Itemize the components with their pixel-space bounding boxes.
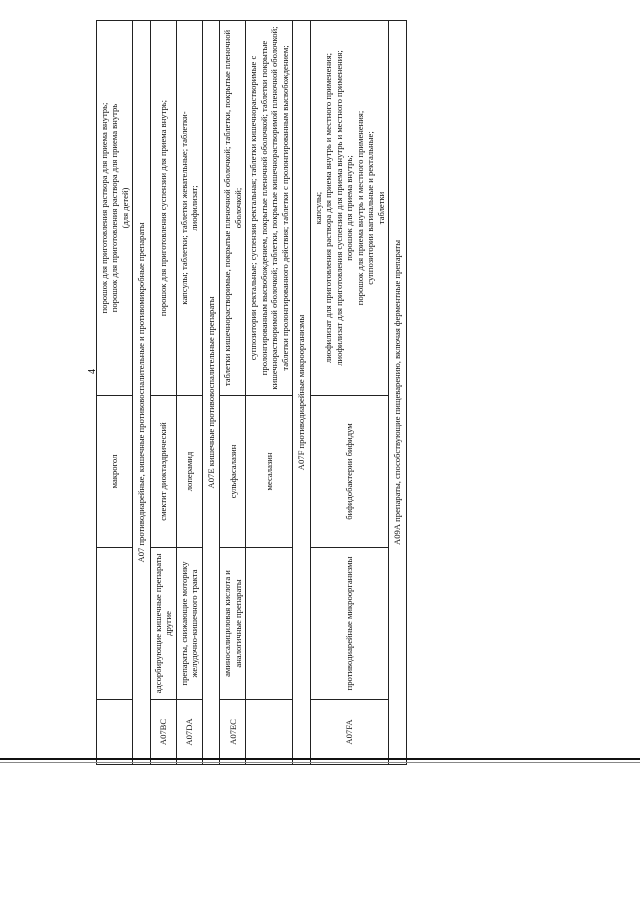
dosage-forms-cell — [310, 21, 388, 396]
group-cell: препараты, снижающие моторику желудочно-кишечного тракта — [176, 548, 202, 700]
drug-table-body — [97, 21, 407, 765]
bottom-rule — [0, 758, 640, 760]
dosage-form-line: порошок для приготовления суспензии для приема внутрь; — [158, 99, 169, 317]
dosage-form-line: суппозитории ректальные; суспензия ректальная; таблетки кишечнорастворимые с пролонгированным высвобождением, покрытые пленочной оболочкой; таблетки покрытые кишечнорастворимой оболочкой; таблетки, покрытые кишечнорастворимой пленочной оболочкой; таблетки пролонгированного действия; таблетки с пролонгированным высвобождением; — [248, 26, 290, 390]
group-cell — [246, 548, 293, 700]
section-row — [293, 21, 310, 765]
group-cell: адсорбирующие кишечные препараты другие — [150, 548, 176, 700]
section-heading: А09А препараты, способствующие пищеварению, включая ферментные препараты — [389, 21, 406, 765]
table-row — [97, 21, 133, 765]
dosage-forms-cell — [97, 21, 133, 396]
dosage-form-line: капсулы; — [312, 191, 323, 225]
dosage-form-line: (для детей) — [119, 187, 130, 229]
section-heading: А07F противодиарейные микроорганизмы — [293, 21, 310, 765]
atc-code-cell: А07ВС — [150, 700, 176, 765]
drug-name-cell: месалазин — [246, 396, 293, 548]
group-cell — [97, 548, 133, 700]
atc-code-cell: А07ЕС — [220, 700, 246, 765]
section-heading: А07 противодиарейные, кишечные противовоспалительные и противомикробные препараты — [133, 21, 150, 765]
table-row — [176, 21, 202, 765]
dosage-form-line: порошок для приема внутрь и местного применения; — [354, 110, 365, 306]
dosage-form-line: капсулы; таблетки; таблетки жевательные; таблетки- — [178, 111, 189, 305]
bottom-rule-thin — [0, 762, 640, 763]
dosage-form-line: порошок для приготовления раствора для приема внутрь; — [99, 102, 109, 314]
atc-code-cell: А07DA — [176, 700, 202, 765]
dosage-forms-cell — [150, 21, 176, 396]
dosage-form-line: порошок для приема внутрь; — [344, 155, 355, 261]
dosage-forms-cell — [176, 21, 202, 396]
rotated-table-wrapper — [96, 20, 579, 765]
table-row — [246, 21, 293, 765]
dosage-form-line: лиофилизат для приготовления суспензии для приема внутрь и местного применения; — [333, 50, 344, 366]
dosage-form-line: таблетки — [375, 191, 386, 225]
page-number: 4 — [87, 369, 98, 374]
section-row — [133, 21, 150, 765]
dosage-forms-cell — [246, 21, 293, 396]
dosage-form-line: лиофилизат; — [189, 185, 200, 231]
dosage-form-line: порошок для приготовления раствора для приема внутрь — [109, 103, 120, 313]
dosage-forms-cell — [220, 21, 246, 396]
dosage-form-line: лиофилизат для приготовления раствора для приема внутрь и местного применения; — [323, 52, 334, 364]
section-heading: А07Е кишечные противовоспалительные препараты — [202, 21, 219, 765]
table-row — [220, 21, 246, 765]
section-row — [389, 21, 406, 765]
drug-table — [96, 20, 407, 765]
drug-name-cell: сульфасалазин — [220, 396, 246, 548]
group-cell: аминосалициловая кислота и аналогичные препараты — [220, 548, 246, 700]
section-row — [202, 21, 219, 765]
drug-name-cell: бифидобактерии бифидум — [310, 396, 388, 548]
dosage-form-line: суппозитории вагинальные и ректальные; — [365, 131, 376, 285]
drug-name-cell: лоперамид — [176, 396, 202, 548]
drug-name-cell: смектит диоктаэдрический — [150, 396, 176, 548]
table-row — [310, 21, 388, 765]
atc-code-cell: А07FA — [310, 700, 388, 765]
group-cell: противодиарейные микроорганизмы — [310, 548, 388, 700]
atc-code-cell — [97, 700, 133, 765]
dosage-form-line: таблетки кишечнорастворимые, покрытые пленочной оболочкой; таблетки, покрытые пленочной оболочкой; — [222, 29, 243, 387]
atc-code-cell — [246, 700, 293, 765]
drug-name-cell: макрогол — [97, 396, 133, 548]
table-row — [150, 21, 176, 765]
